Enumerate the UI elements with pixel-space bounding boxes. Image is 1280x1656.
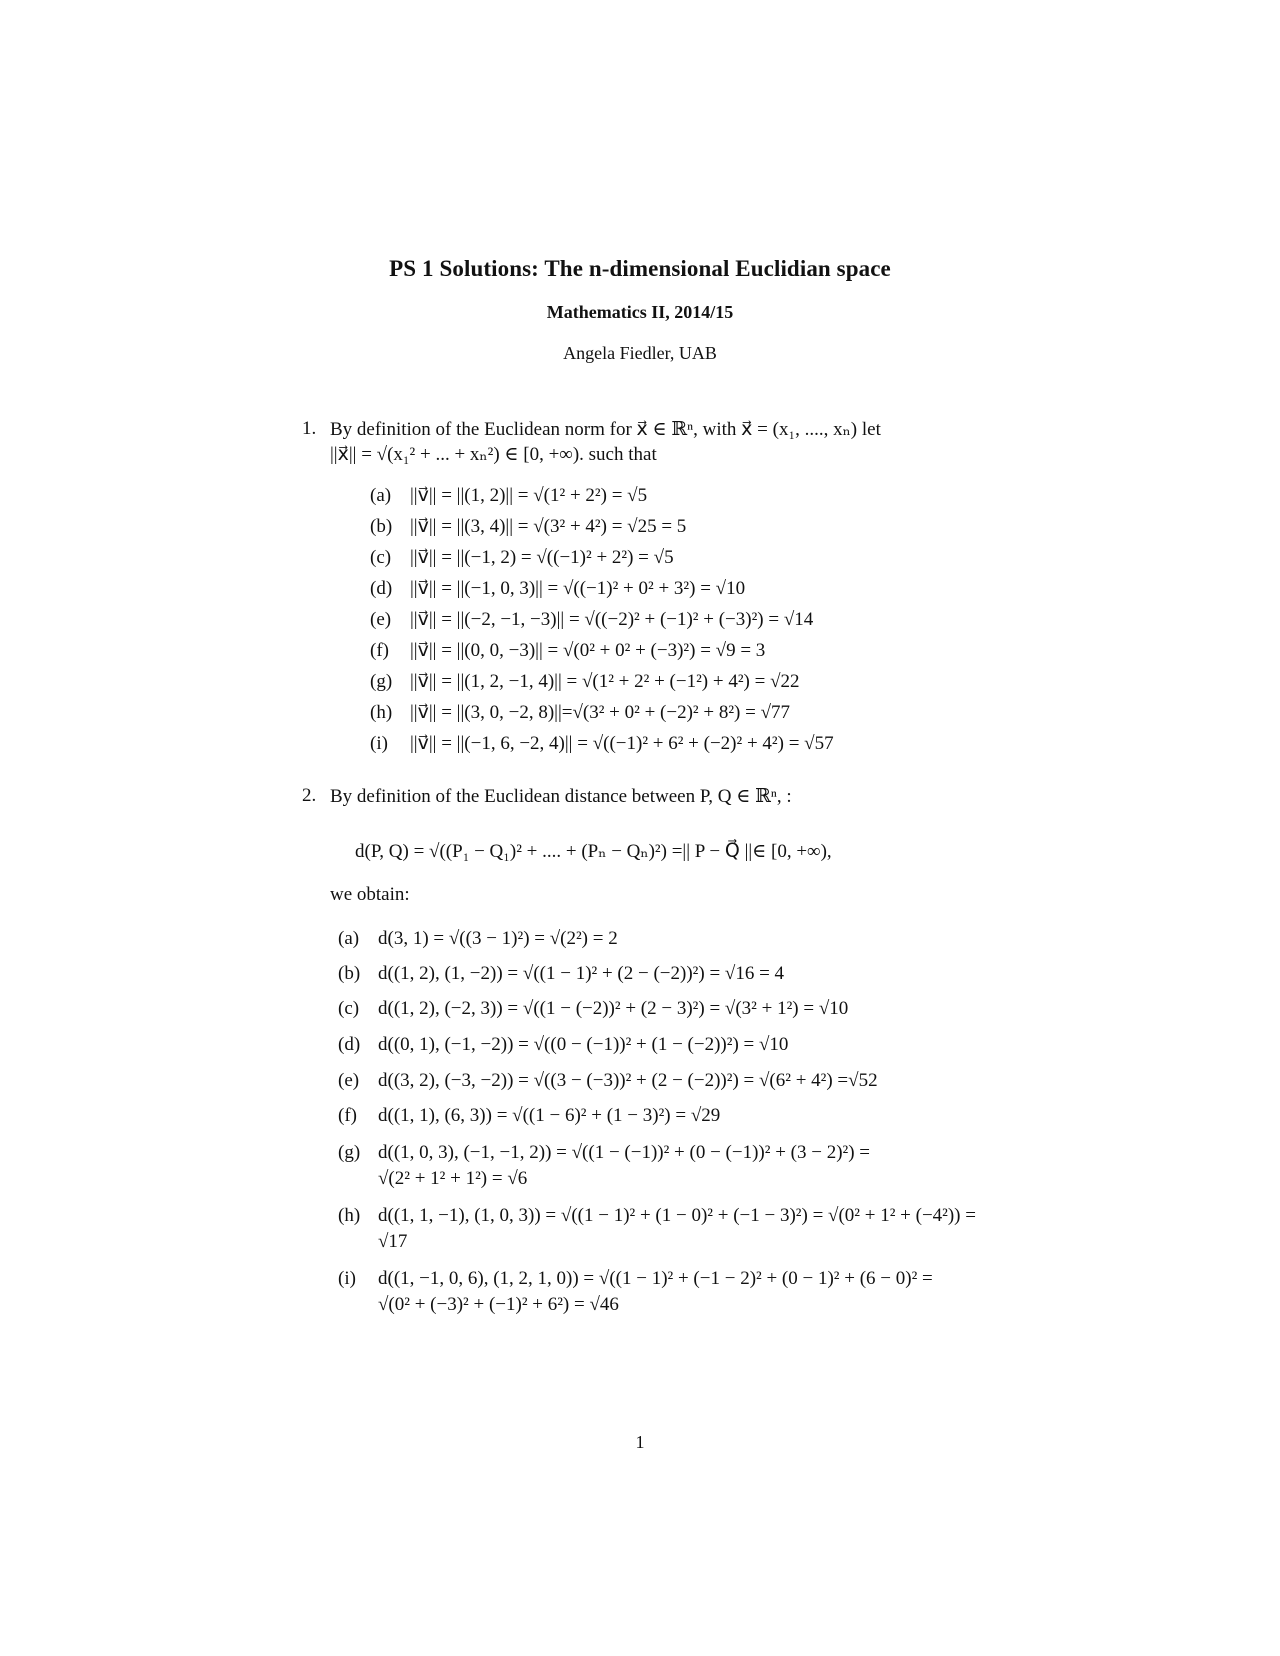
problem-2-item (338, 1205, 976, 1227)
item-label: (b) (370, 516, 393, 537)
item-label: (b) (338, 963, 361, 984)
problem-1-item (370, 670, 800, 693)
item-label: (f) (370, 640, 389, 661)
item-label: (h) (370, 702, 393, 723)
item-expression: ||v⃗|| = ||(−2, −1, −3)|| = √((−2)² + (−1)² + (−3)²) = √14 (410, 609, 814, 630)
item-expression: d((1, 1), (6, 3)) = √((1 − 6)² + (1 − 3)²) = √29 (378, 1105, 721, 1126)
we-obtain-text: we obtain: (330, 884, 410, 905)
item-label: (e) (338, 1070, 360, 1091)
problem-1-intro-line1: By definition of the Euclidean norm for x⃗ ∈ ℝⁿ, with x⃗ = (x₁, ...., xₙ) let (330, 419, 881, 440)
problem-2-number: 2. (302, 785, 317, 806)
item-expression: ||v⃗|| = ||(−1, 6, −2, 4)|| = √((−1)² + 6² + (−2)² + 4²) = √57 (410, 733, 834, 754)
item-expression: d(3, 1) = √((3 − 1)²) = √(2²) = 2 (378, 928, 618, 949)
item-expression: d((1, 2), (−2, 3)) = √((1 − (−2))² + (2 − 3)²) = √(3² + 1²) = √10 (378, 998, 849, 1019)
problem-2-item (338, 998, 848, 1020)
problem-1-item (370, 608, 813, 631)
item-label: (a) (338, 928, 360, 949)
item-label: (e) (370, 609, 392, 630)
author-line: Angela Fiedler, UAB (563, 343, 717, 363)
problem-2-item (338, 1105, 720, 1127)
item-label: (g) (370, 671, 393, 692)
item-expression: d((1, 2), (1, −2)) = √((1 − 1)² + (2 − (−2))²) = √16 = 4 (378, 963, 785, 984)
problem-2-intro: By definition of the Euclidean distance between P, Q ∈ ℝⁿ, : (330, 786, 792, 807)
item-label: (c) (338, 998, 360, 1019)
item-label: (i) (370, 733, 388, 754)
problem-2-item (338, 1142, 870, 1164)
item-expression: ||v⃗|| = ||(−1, 0, 3)|| = √((−1)² + 0² + 3²) = √10 (410, 578, 746, 599)
item-expression: d((1, 0, 3), (−1, −1, 2)) = √((1 − (−1))² + (0 − (−1))² + (3 − 2)²) = (378, 1142, 871, 1163)
item-label: (f) (338, 1105, 357, 1126)
item-label: (g) (338, 1142, 361, 1163)
item-label: (d) (338, 1034, 361, 1055)
problem-2-item (338, 928, 618, 950)
problem-1-intro-line2: ||x⃗|| = √(x₁² + ... + xₙ²) ∈ [0, +∞). such that (330, 444, 657, 465)
problem-1-item (370, 546, 674, 569)
problem-2-item (338, 1070, 878, 1092)
problem-2-item-continuation: √(0² + (−3)² + (−1)² + 6²) = √46 (378, 1294, 619, 1315)
page-title: PS 1 Solutions: The n-dimensional Euclidian space (389, 256, 891, 281)
problem-2-item-continuation: √17 (378, 1231, 408, 1252)
item-expression: ||v⃗|| = ||(3, 0, −2, 8)||=√(3² + 0² + (−2)² + 8²) = √77 (410, 702, 790, 723)
problem-1-item (370, 515, 686, 538)
item-label: (h) (338, 1205, 361, 1226)
item-expression: ||v⃗|| = ||(1, 2)|| = √(1² + 2²) = √5 (410, 485, 648, 506)
page-number: 1 (635, 1432, 645, 1452)
problem-2-item (338, 963, 784, 985)
distance-formula: d(P, Q) = √((P₁ − Q₁)² + .... + (Pₙ − Qₙ)²) =|| P − Q⃗ ||∈ [0, +∞), (355, 841, 832, 862)
item-label: (a) (370, 485, 392, 506)
problem-1-item (370, 701, 790, 724)
item-expression: ||v⃗|| = ||(3, 4)|| = √(3² + 4²) = √25 = 5 (410, 516, 687, 537)
problem-1-item (370, 484, 647, 507)
problem-2-item (338, 1034, 788, 1056)
item-expression: d((0, 1), (−1, −2)) = √((0 − (−1))² + (1 − (−2))²) = √10 (378, 1034, 789, 1055)
item-label: (i) (338, 1268, 356, 1289)
problem-1-number: 1. (302, 418, 317, 439)
problem-1-item (370, 639, 765, 662)
item-label: (d) (370, 578, 393, 599)
item-expression: d((1, −1, 0, 6), (1, 2, 1, 0)) = √((1 − 1)² + (−1 − 2)² + (0 − 1)² + (6 − 0)² = (378, 1268, 933, 1289)
problem-1-item (370, 577, 745, 600)
problem-2-item (338, 1268, 933, 1290)
problem-1-item (370, 732, 834, 755)
item-expression: d((3, 2), (−3, −2)) = √((3 − (−3))² + (2 − (−2))²) = √(6² + 4²) =√52 (378, 1070, 878, 1091)
item-expression: d((1, 1, −1), (1, 0, 3)) = √((1 − 1)² + (1 − 0)² + (−1 − 3)²) = √(0² + 1² + (−4²)) = (378, 1205, 976, 1226)
item-expression: ||v⃗|| = ||(−1, 2) = √((−1)² + 2²) = √5 (410, 547, 674, 568)
item-label: (c) (370, 547, 392, 568)
problem-2-item-continuation: √(2² + 1² + 1²) = √6 (378, 1168, 528, 1189)
course-subtitle: Mathematics II, 2014/15 (546, 302, 734, 322)
item-expression: ||v⃗|| = ||(0, 0, −3)|| = √(0² + 0² + (−3)²) = √9 = 3 (410, 640, 766, 661)
item-expression: ||v⃗|| = ||(1, 2, −1, 4)|| = √(1² + 2² + (−1²) + 4²) = √22 (410, 671, 800, 692)
